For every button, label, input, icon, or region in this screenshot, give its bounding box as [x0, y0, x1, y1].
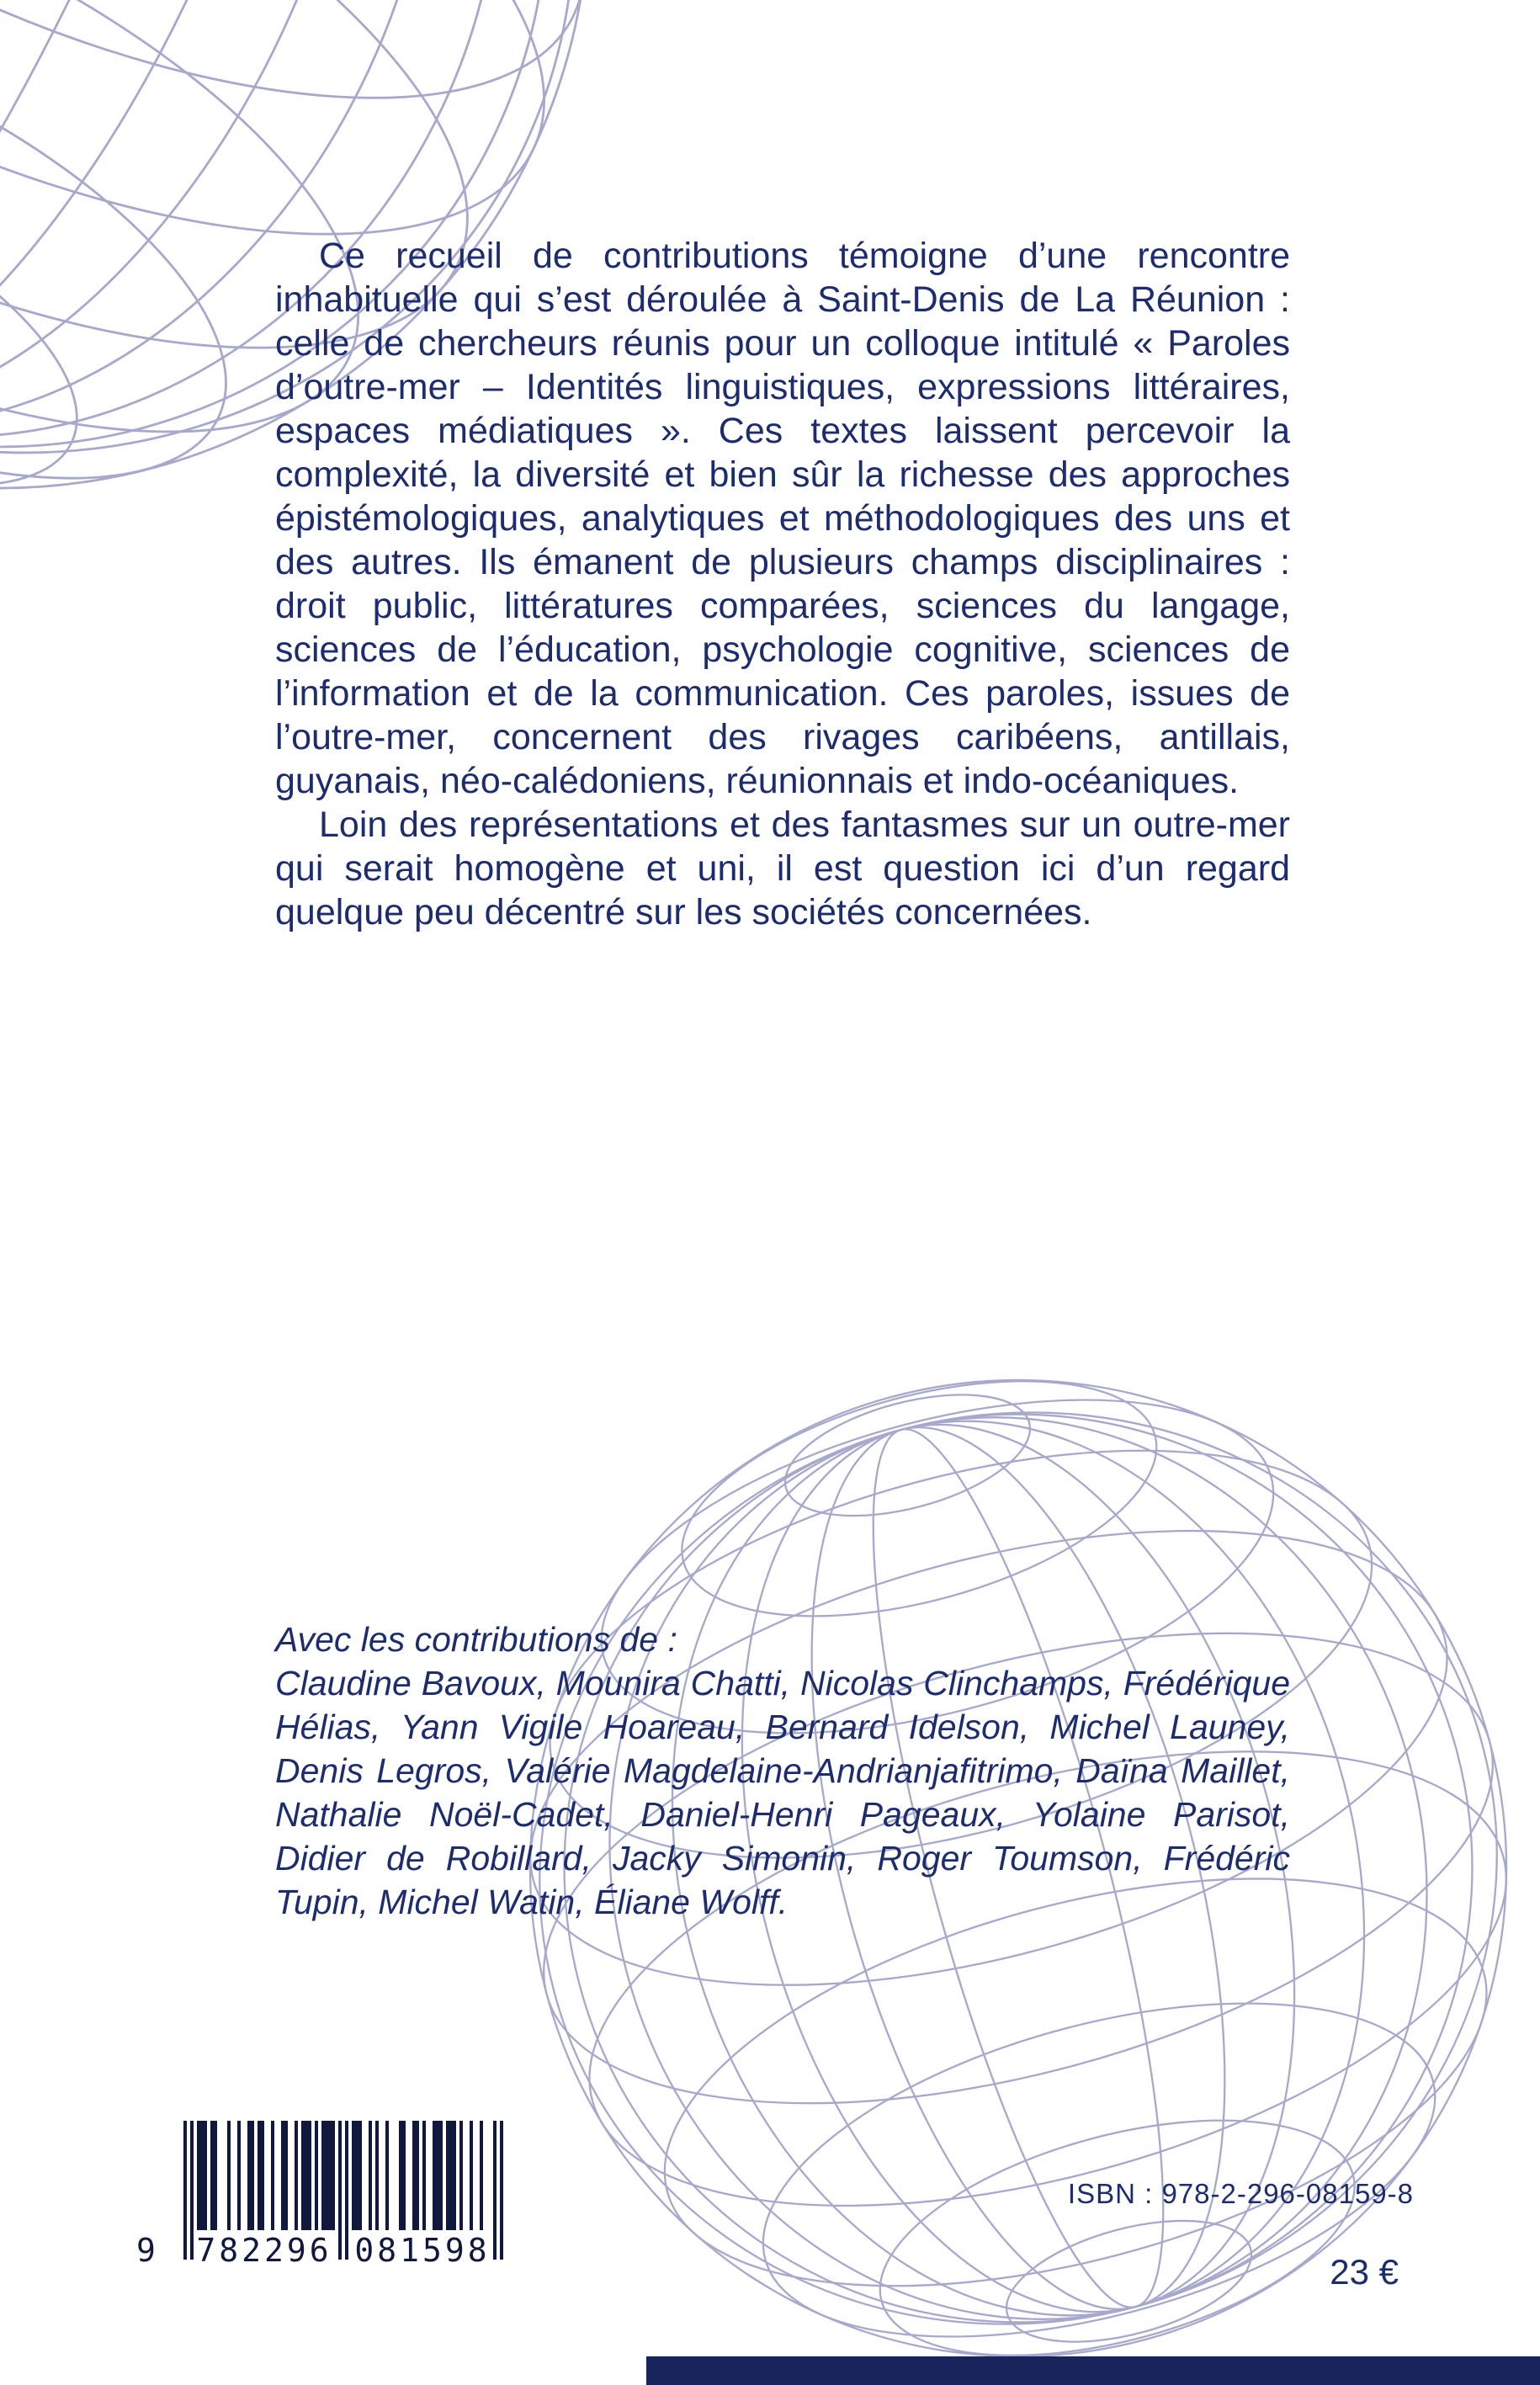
- contributors-intro: Avec les contributions de :: [275, 1620, 677, 1659]
- isbn-text: ISBN : 978-2-296-08159-8: [1067, 2178, 1414, 2209]
- barcode-digit-lead: 9: [136, 2232, 159, 2269]
- barcode-digit-group-2: 081598: [354, 2232, 491, 2269]
- contributors-block: [275, 1617, 1290, 1924]
- contributors-list: Claudine Bavoux, Mounira Chatti, Nicolas Clinchamps, Frédérique Hélias, Yann Vigile Hoareau, Bernard Idelson, Michel Launey, Denis Legros, Valérie Magdelaine-Andrianjafitrimo, Daïna Maillet, Nathalie Noël-Cadet, Daniel-Henri Pageaux, Yolaine Parisot, Didier de Robillard, Jacky Simonin, Roger Toumson, Frédéric Tupin, Michel Watin, Éliane Wolff.: [275, 1664, 1290, 1921]
- price-text: 23 €: [1330, 2252, 1399, 2292]
- blurb-paragraph-2: Loin des représentations et des fantasmes sur un outre-mer qui serait homogène et uni, il est question ici d’un regard quelque peu décentré sur les sociétés concernées.: [275, 805, 1290, 932]
- barcode-digit-group-1: 782296: [196, 2232, 332, 2269]
- blurb-paragraph-1: Ce recueil de contributions témoigne d’une rencontre inhabituelle qui s’est déroulée à Saint-Denis de La Réunion : celle de chercheurs réunis pour un colloque intitulé « Paroles d’outre-mer – Identités linguistiques, expressions littéraires, espaces médiatiques ». Ces textes laissent percevoir la complexité, la diversité et bien sûr la richesse des approches épistémologiques, analytiques et méthodologiques des uns et des autres. Ils émanent de plusieurs champs disciplinaires : droit public, littératures comparées, sciences du langage, sciences de l’éducation, psychologie cognitive, sciences de l’information et de la communication. Ces paroles, issues de l’outre-mer, concernent des rivages caribéens, antillais, guyanais, néo-calédoniens, réunionnais et indo-océaniques.: [275, 236, 1290, 801]
- bottom-color-bar: [646, 2356, 1540, 2385]
- barcode: [125, 2112, 530, 2274]
- back-cover-blurb: [275, 234, 1290, 934]
